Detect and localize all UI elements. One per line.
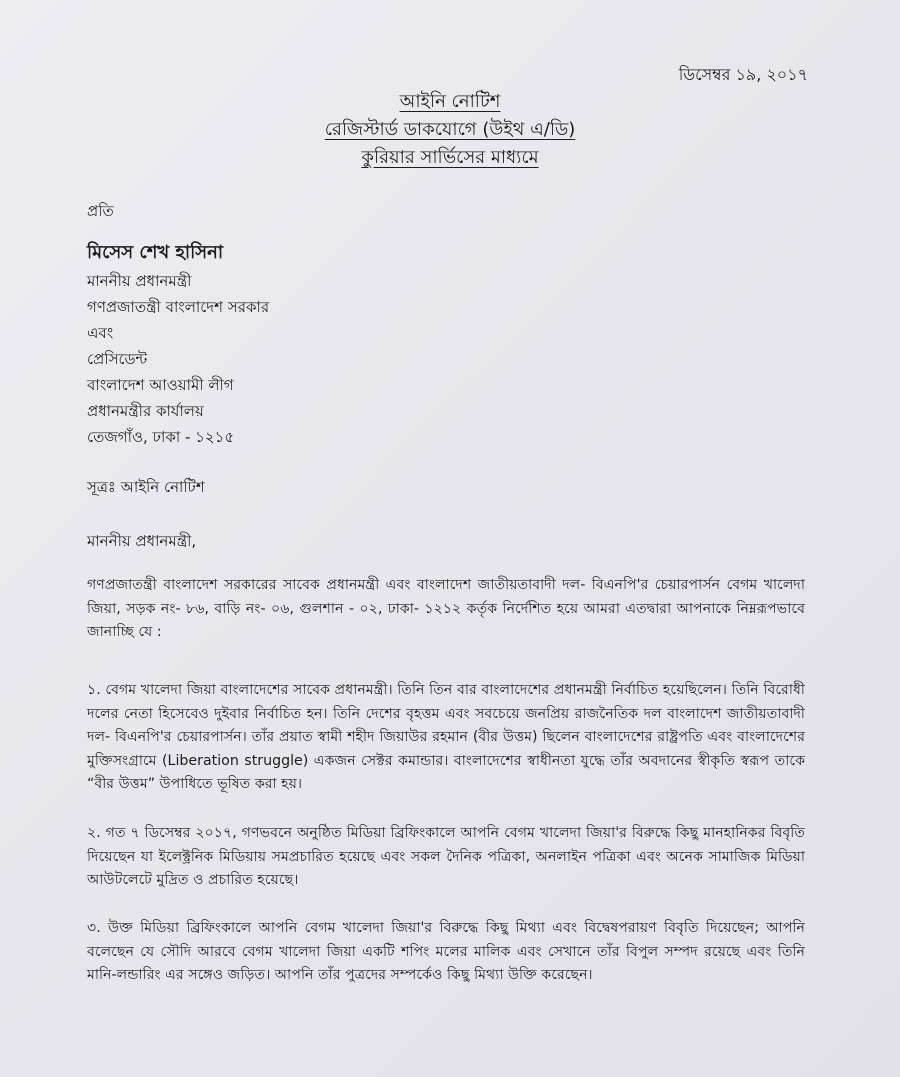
to-label: প্রতি (87, 202, 114, 220)
letter-date: ডিসেম্বর ১৯, ২০১৭ (678, 65, 808, 84)
recipient-name: মিসেস শেখ হাসিনা (87, 242, 224, 263)
recipient-line: গণপ্রজাতন্ত্রী বাংলাদেশ সরকার (87, 298, 270, 316)
heading-courier: কুরিয়ার সার্ভিসের মাধ্যমে (361, 147, 539, 168)
recipient-line: বাংলাদেশ আওয়ামী লীগ (87, 376, 234, 394)
intro-paragraph: গণপ্রজাতন্ত্রী বাংলাদেশ সরকারের সাবেক প্রধানমন্ত্রী এবং বাংলাদেশ জাতীয়তাবাদী দল- বিএনপি'র চেয়ারপার্সন বেগম খালেদা জিয়া, সড়ক নং- ৮৬, বাড়ি নং- ০৬, গুলশান - ০২, ঢাকা- ১২১২ কর্তৃক নির্দেশিত হয়ে আমরা এতদ্বারা আপনাকে নিম্নরূপভাবে জানাচ্ছি যে : (87, 577, 805, 640)
subject-line: সূত্রঃ আইনি নোটিশ (87, 478, 205, 496)
recipient-block (87, 240, 269, 450)
salutation: মাননীয় প্রধানমন্ত্রী, (87, 532, 197, 550)
heading-delivery-method: রেজিস্টার্ড ডাকযোগে (উইথ এ/ডি) (324, 119, 576, 140)
paragraph-1: ১. বেগম খালেদা জিয়া বাংলাদেশের সাবেক প্রধানমন্ত্রী। তিনি তিন বার বাংলাদেশের প্রধানমন্ত্রী নির্বাচিত হয়েছিলেন। তিনি বিরোধী দলের নেতা হিসেবেও দুইবার নির্বাচিত হন। তিনি দেশের বৃহত্তম এবং সবচেয়ে জনপ্রিয় রাজনৈতিক দল বাংলাদেশ জাতীয়তাবাদী দল- বিএনপি'র চেয়ারপার্সন। তাঁর প্রয়াত স্বামী শহীদ জিয়াউর রহমান (বীর উত্তম) ছিলেন বাংলাদেশের রাষ্ট্রপতি এবং বাংলাদেশের মুক্তিসংগ্রামে (Liberation struggle) একজন সেক্টর কমান্ডার। বাংলাদেশের স্বাধীনতা যুদ্ধে তাঁর অবদানের স্বীকৃতি স্বরূপ তাকে “বীর উত্তম” উপাধিতে ভূষিত করা হয়। (87, 682, 805, 792)
notice-heading (0, 88, 900, 172)
recipient-line: প্রেসিডেন্ট (87, 350, 148, 368)
paragraph-2: ২. গত ৭ ডিসেম্বর ২০১৭, গণভবনে অনুষ্ঠিত মিডিয়া ব্রিফিংকালে আপনি বেগম খালেদা জিয়া'র বিরুদ্ধে কিছু মানহানিকর বিবৃতি দিয়েছেন যা ইলেক্ট্রনিক মিডিয়ায় সমপ্রচারিত হয়েছে এবং সকল দৈনিক পত্রিকা, অনলাইন পত্রিকা এবং অনেক সামাজিক মিডিয়া আউটলেটে মুদ্রিত ও প্রচারিত হয়েছে। (87, 825, 805, 888)
recipient-line: মাননীয় প্রধানমন্ত্রী (87, 272, 192, 290)
paragraph-3: ৩. উক্ত মিডিয়া ব্রিফিংকালে আপনি বেগম খালেদা জিয়া'র বিরুদ্ধে কিছু মিথ্যা এবং বিদ্বেষপরায়ণ বিবৃতি দিয়েছেন; আপনি বলেছেন যে সৌদি আরবে বেগম খালেদা জিয়া একটি শপিং মলের মালিক এবং সেখানে তাঁর বিপুল সম্পদ রয়েছে এবং তিনি মানি-লন্ডারিং এর সঙ্গেও জড়িত। আপনি তাঁর পুত্রদের সম্পর্কেও কিছু মিথ্যা উক্তি করেছেন। (87, 920, 805, 983)
recipient-line: তেজগাঁও, ঢাকা - ১২১৫ (87, 428, 235, 446)
recipient-line: প্রধানমন্ত্রীর কার্যালয় (87, 402, 204, 420)
heading-title: আইনি নোটিশ (399, 91, 501, 112)
recipient-line: এবং (87, 324, 114, 342)
